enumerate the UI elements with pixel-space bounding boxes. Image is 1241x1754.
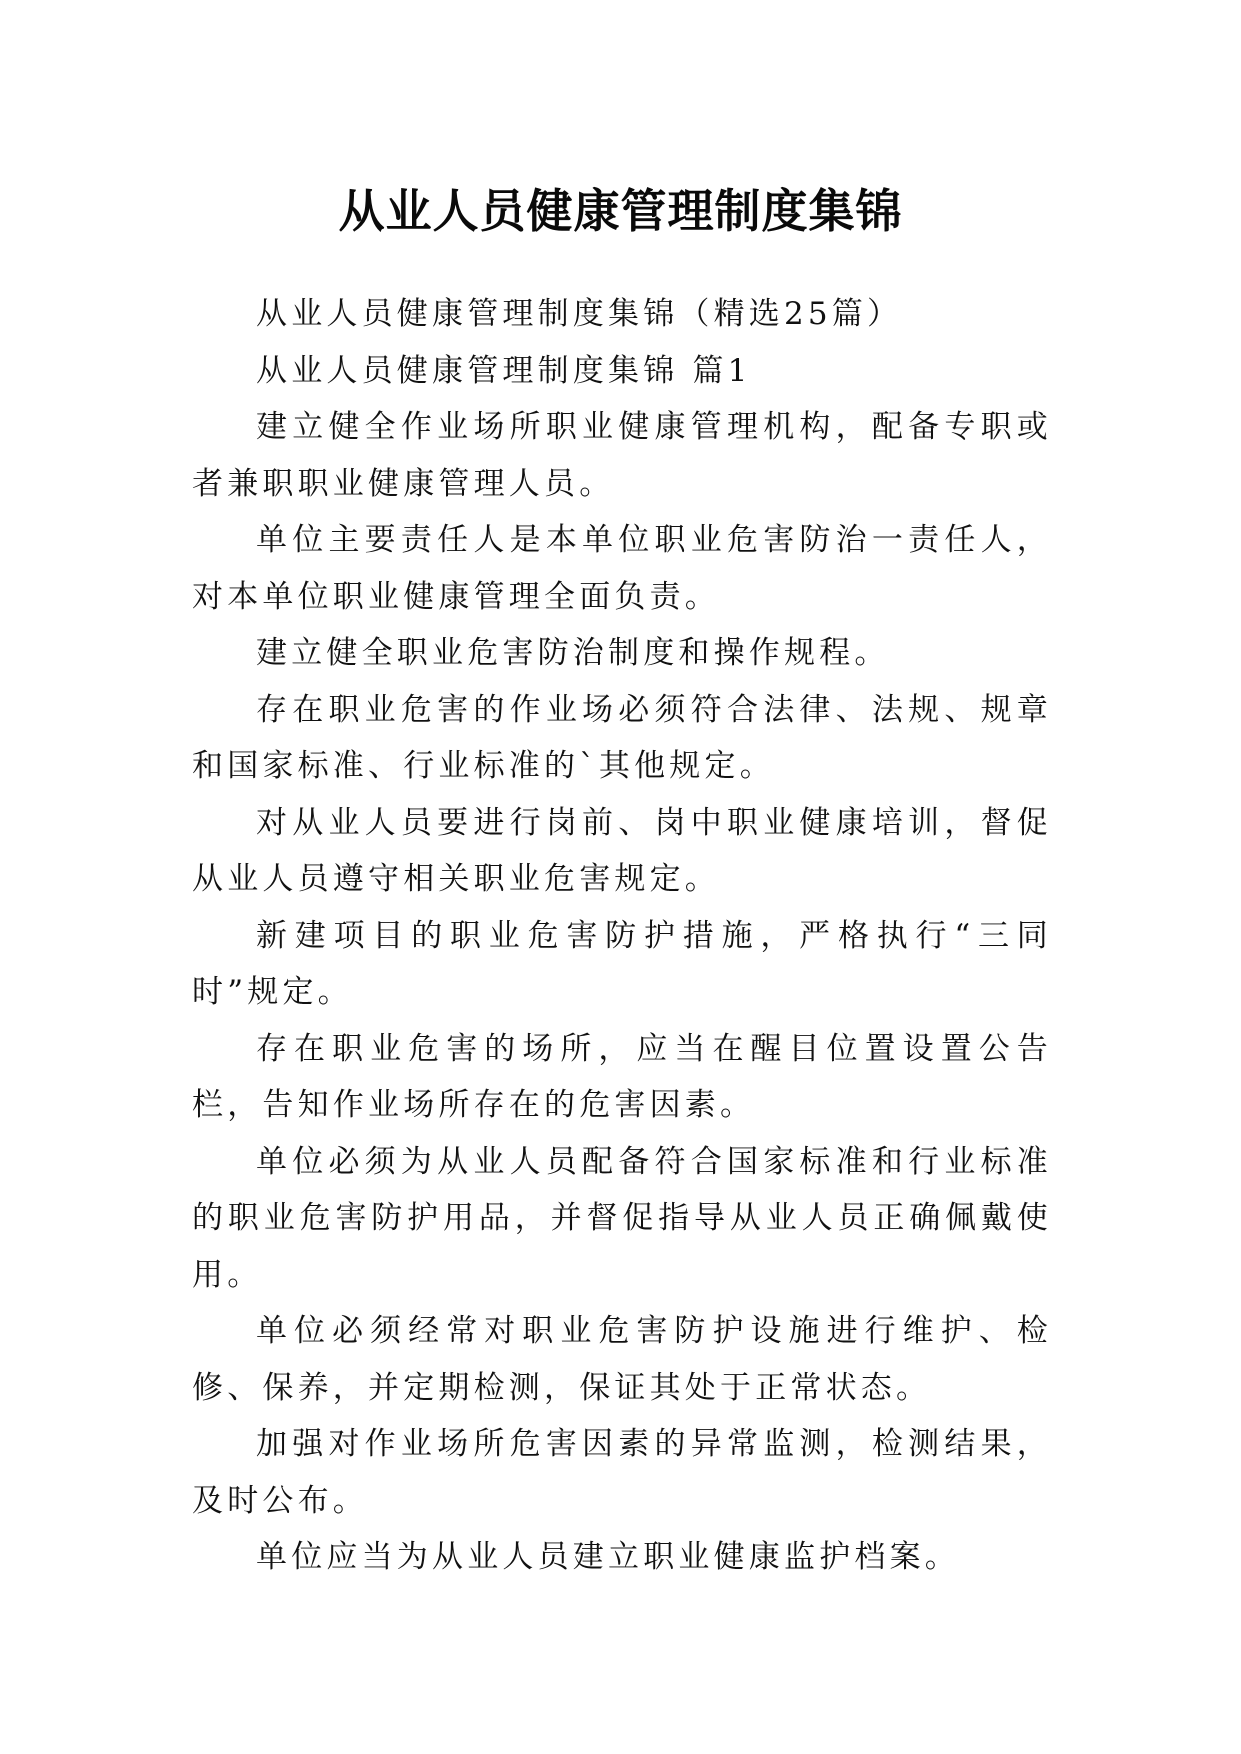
paragraph-section-heading: 从业人员健康管理制度集锦 篇1 xyxy=(256,352,752,389)
paragraph: 存在职业危害的作业场必须符合法律、法规、规章和国家标准、行业标准的`其他规定。 xyxy=(192,691,1052,784)
paragraph: 单位主要责任人是本单位职业危害防治一责任人，对本单位职业健康管理全面负责。 xyxy=(192,522,1052,615)
paragraph: 单位必须经常对职业危害防护设施进行维护、检修、保养，并定期检测，保证其处于正常状态。 xyxy=(192,1313,1052,1406)
paragraph: 建立健全作业场所职业健康管理机构，配备专职或者兼职职业健康管理人员。 xyxy=(192,409,1052,502)
paragraph: 加强对作业场所危害因素的异常监测，检测结果，及时公布。 xyxy=(192,1426,1052,1519)
paragraph: 建立健全职业危害防治制度和操作规程。 xyxy=(256,635,890,671)
paragraph-subtitle: 从业人员健康管理制度集锦（精选25篇） xyxy=(256,296,903,332)
paragraph: 单位应当为从业人员建立职业健康监护档案。 xyxy=(256,1539,960,1575)
document-title: 从业人员健康管理制度集锦 xyxy=(338,183,903,238)
paragraph: 新建项目的职业危害防护措施，严格执行“三同时”规定。 xyxy=(192,917,1052,1010)
paragraph: 单位必须为从业人员配备符合国家标准和行业标准的职业危害防护用品，并督促指导从业人员正确佩戴使用。 xyxy=(192,1143,1052,1293)
document-body xyxy=(192,286,1052,1586)
paragraph: 存在职业危害的场所，应当在醒目位置设置公告栏，告知作业场所存在的危害因素。 xyxy=(192,1030,1052,1123)
paragraph: 对从业人员要进行岗前、岗中职业健康培训，督促从业人员遵守相关职业危害规定。 xyxy=(192,804,1052,897)
